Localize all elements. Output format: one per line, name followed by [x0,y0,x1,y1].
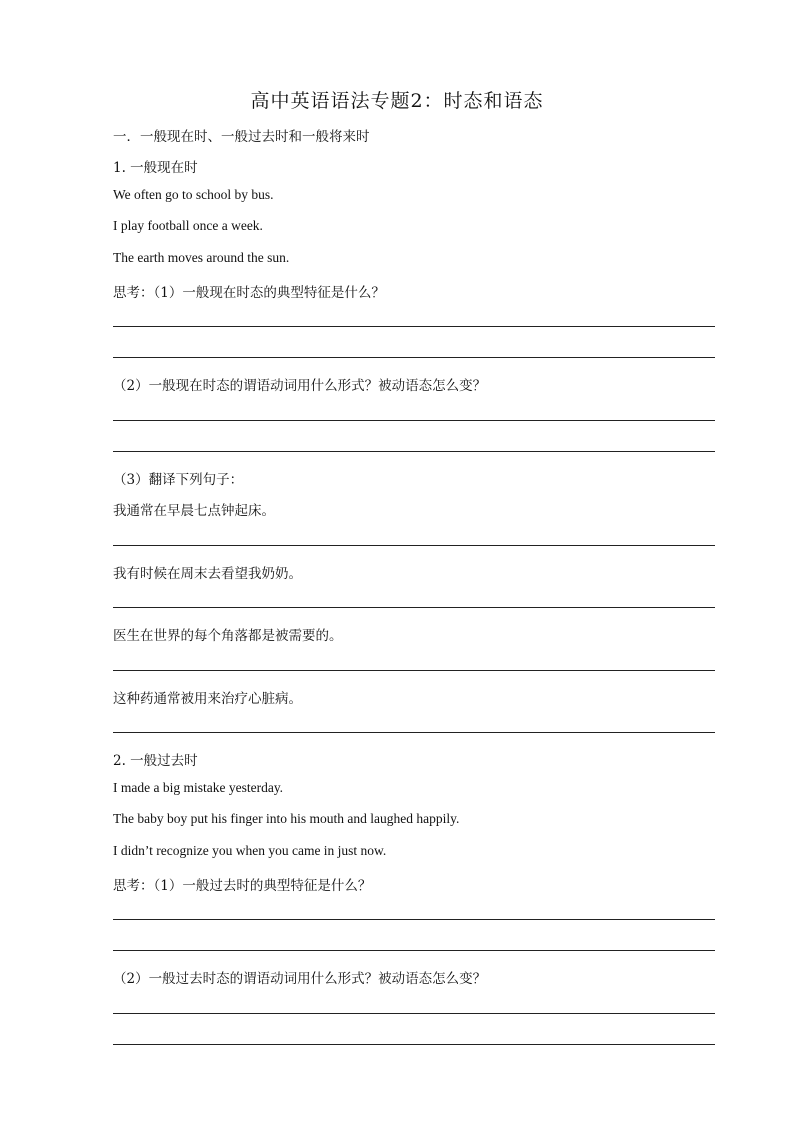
section-heading: 一．一般现在时、一般过去时和一般将来时 [113,129,370,145]
past-example-3: I didn’t recognize you when you came in just now. [113,843,387,858]
present-question-1: 思考：（1）一般现在时态的典型特征是什么？ [113,285,385,301]
page-title: 高中英语语法专题2：时态和语态 [250,90,544,112]
answer-line [113,607,715,608]
answer-line [113,451,715,452]
answer-line [113,919,715,920]
translation-sentence-2: 我有时候在周末去看望我奶奶。 [113,566,302,582]
translation-sentence-1: 我通常在早晨七点钟起床。 [113,503,275,519]
answer-line [113,420,715,421]
present-example-3: The earth moves around the sun. [113,250,290,265]
past-example-2: The baby boy put his finger into his mouth and laughed happily. [113,811,460,826]
answer-line [113,670,715,671]
answer-line [113,545,715,546]
past-question-2: （2）一般过去时态的谓语动词用什么形式？被动语态怎么变？ [113,971,487,987]
translation-sentence-3: 医生在世界的每个角落都是被需要的。 [113,628,343,644]
answer-line [113,326,715,327]
answer-line [113,1044,715,1045]
answer-line [113,357,715,358]
answer-line [113,1013,715,1014]
past-question-1: 思考：（1）一般过去时的典型特征是什么？ [113,878,372,894]
translation-sentence-4: 这种药通常被用来治疗心脏病。 [113,691,302,707]
present-example-1: We often go to school by bus. [113,187,274,202]
answer-line [113,950,715,951]
answer-line [113,732,715,733]
present-question-2: （2）一般现在时态的谓语动词用什么形式？被动语态怎么变？ [113,378,487,394]
present-tense-heading: 1. 一般现在时 [113,160,198,176]
present-example-2: I play football once a week. [113,218,263,233]
past-tense-heading: 2. 一般过去时 [113,753,198,769]
past-example-1: I made a big mistake yesterday. [113,780,284,795]
present-question-3: （3）翻译下列句子： [113,472,244,488]
